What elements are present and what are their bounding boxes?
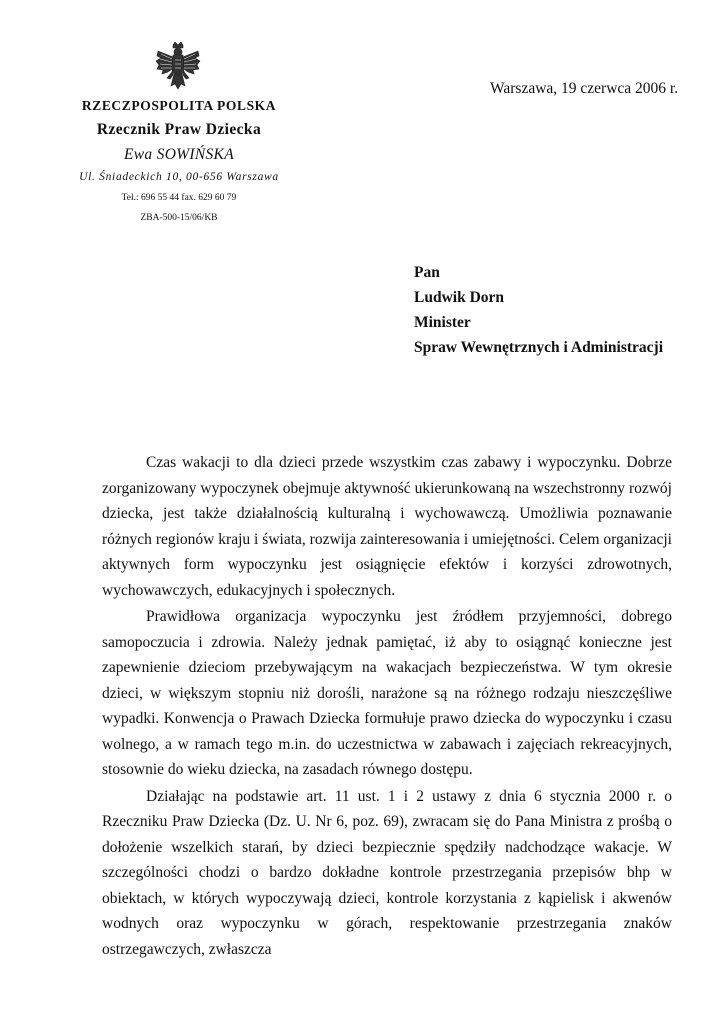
body-paragraph: Prawidłowa organizacja wypoczynku jest źródłem przyjemności, dobrego samopoczucia i zdrowia. Należy jednak pamiętać, iż aby to osiągnąć konieczne jest zapewnienie dzieciom przebywającym na wakacjach bezpieczeństwa. W tym okresie dzieci, w większym stopniu niż dorośli, narażone są na różnego rodzaju nieszczęśliwe wypadki. Konwencja o Prawach Dziecka formułuje prawo dziecka do wypoczynku i czasu wolnego, a w ramach tego m.in. do uczestnictwa w zabawach i zajęciach rekreacyjnych, stosownie do wieku dziecka, na zasadach równego dostępu. — [102, 608, 672, 778]
country-name: RZECZPOSPOLITA POLSKA — [81, 98, 277, 113]
body-paragraph: Działając na podstawie art. 11 ust. 1 i 2 ustawy z dnia 6 stycznia 2000 r. o Rzeczniku Praw Dziecka (Dz. U. Nr 6, poz. 69), zwracam się do Pana Ministra z prośbą o dołożenie wszelkich starań, by dzieci bezpiecznie spędziły nadchodzące wakacje. W szczególności chodzi o bardzo dokładne kontrole przestrzegania przepisów bhp w obiektach, w których wypoczywają dzieci, kontrole korzystania z kąpielisk i akwenów wodnych oraz wypoczynku w górach, respektowanie przestrzegania znaków ostrzegawczych, zwłaszcza — [102, 787, 672, 958]
recipient-salutation: Pan — [414, 264, 440, 281]
body-paragraph: Czas wakacji to dla dzieci przede wszystkim czas zabawy i wypoczynku. Dobrze zorganizowany wypoczynek obejmuje aktywność ukierunkowaną na wszechstronny rozwój dziecka, jest także działalnością kulturalną i wychowawczą. Umożliwia poznawanie różnych regionów kraju i świata, rozwija zainteresowania i umiejętności. Celem organizacji aktywnych form wypoczynku jest osiągnięcie efektów i korzyści zdrowotnych, wychowawczych, edukacyjnych i społecznych. — [102, 454, 672, 599]
recipient-name: Ludwik Dorn — [414, 289, 505, 306]
letter-date: Warszawa, 19 czerwca 2006 r. — [490, 80, 679, 97]
sender-name: Ewa SOWIŃSKA — [124, 146, 234, 163]
recipient-block — [414, 260, 663, 360]
sender-block — [60, 98, 298, 223]
reference-number: ZBA-500-15/06/KB — [140, 213, 218, 223]
recipient-ministry: Spraw Wewnętrznych i Administracji — [414, 339, 663, 356]
sender-phone: Tel.: 696 55 44 fax. 629 60 79 — [121, 193, 237, 203]
sender-address: Ul. Śniadeckich 10, 00-656 Warszawa — [79, 171, 279, 183]
polish-eagle-emblem-icon — [155, 42, 201, 92]
recipient-title: Minister — [414, 314, 471, 331]
office-name: Rzecznik Praw Dziecka — [96, 121, 262, 138]
letter-body — [102, 450, 672, 962]
